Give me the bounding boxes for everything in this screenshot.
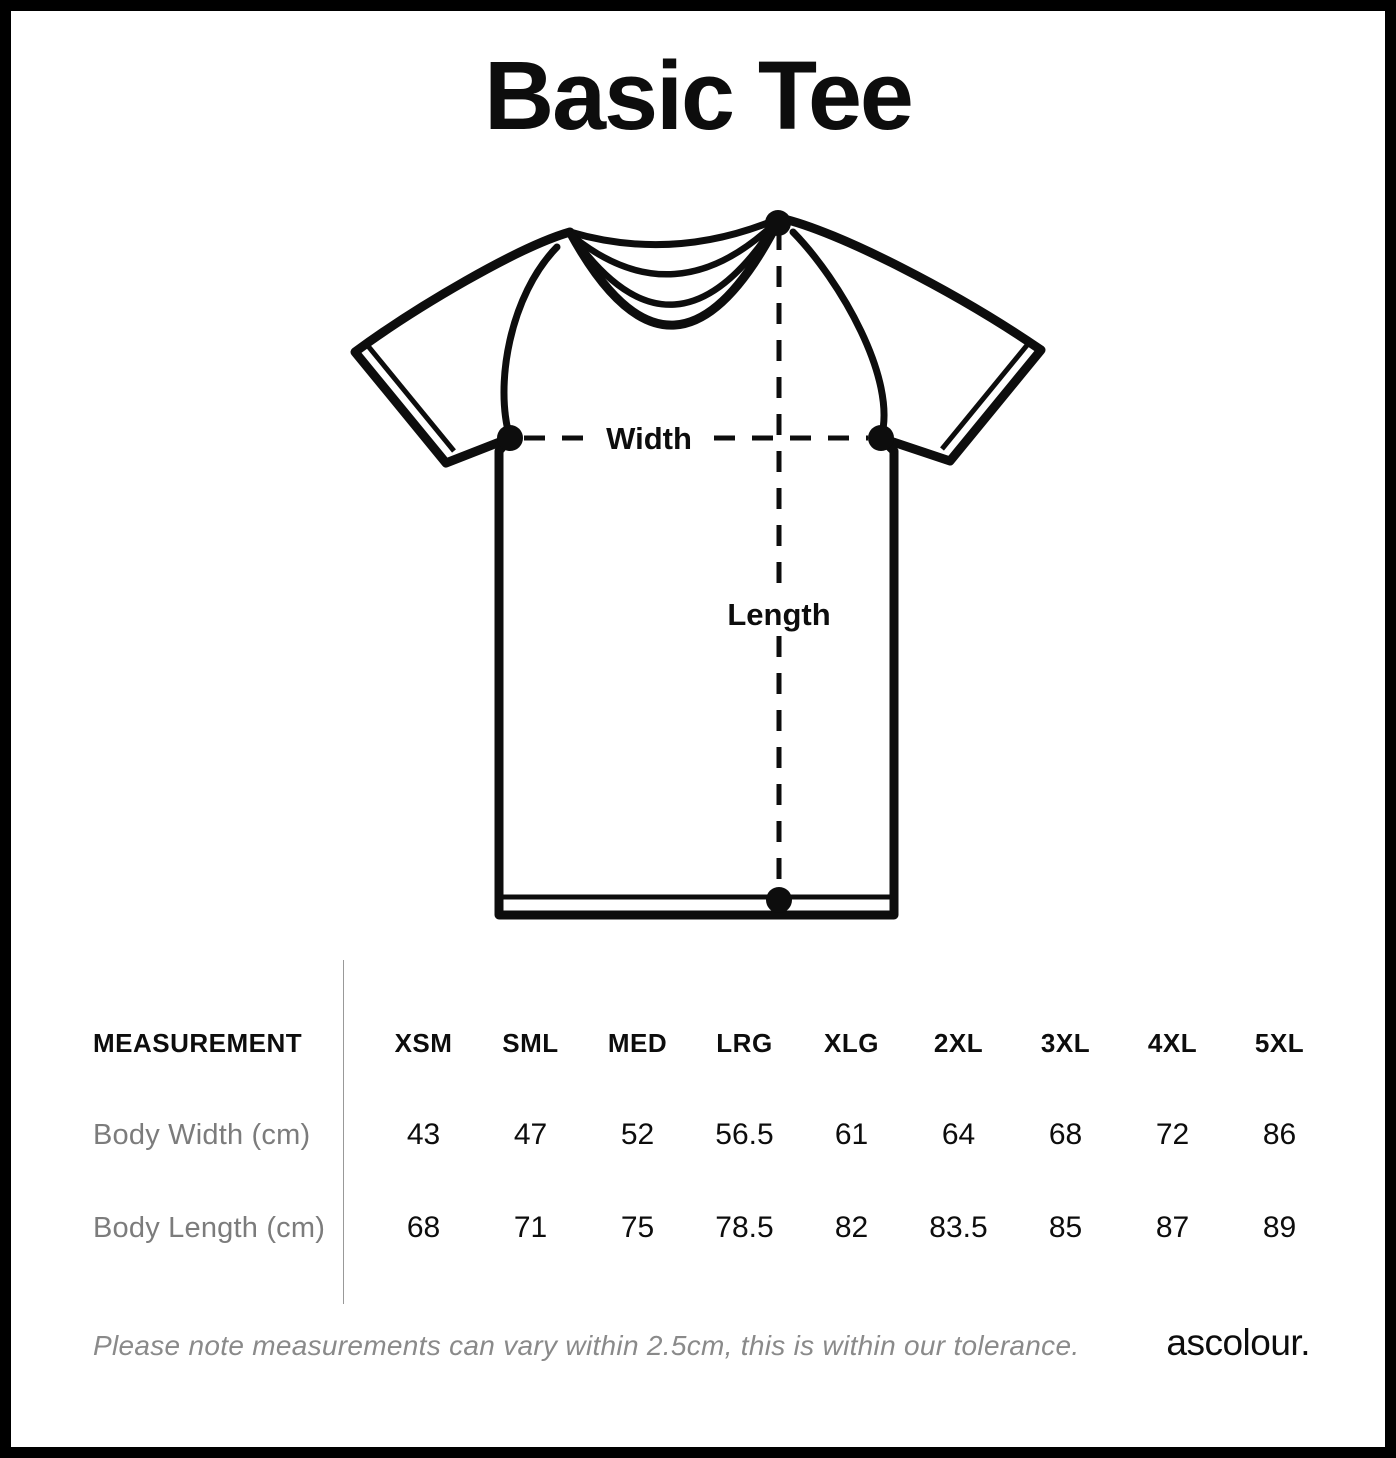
tshirt-diagram — [338, 185, 1058, 930]
body-width-row — [60, 1111, 1333, 1159]
body-width-value-lrg: 56.5 — [715, 1118, 774, 1151]
page-title: Basic Tee — [484, 41, 912, 150]
size-header-xlg: XLG — [824, 1027, 879, 1058]
ascolour-logo: ascolour. — [1166, 1322, 1310, 1363]
body-length-value-sml: 71 — [513, 1211, 548, 1244]
body-length-row — [60, 1204, 1333, 1252]
body-length-value-5xl: 89 — [1262, 1211, 1297, 1244]
body-width-row-label: Body Width (cm) — [93, 1118, 311, 1151]
body-length-value-3xl: 85 — [1048, 1211, 1083, 1244]
body-width-value-sml: 47 — [513, 1118, 548, 1151]
bottom-hem-dot — [766, 887, 792, 913]
body-length-value-med: 75 — [620, 1211, 655, 1244]
body-width-value-med: 52 — [620, 1118, 655, 1151]
size-header-4xl: 4XL — [1147, 1027, 1198, 1058]
size-header-xsm: XSM — [394, 1027, 453, 1058]
body-width-value-4xl: 72 — [1155, 1118, 1190, 1151]
body-width-value-5xl: 86 — [1262, 1118, 1297, 1151]
body-length-row-label: Body Length (cm) — [93, 1211, 326, 1244]
neck-point-dot — [765, 210, 791, 236]
collar-back-neck-line — [570, 218, 780, 245]
body-width-value-2xl: 64 — [941, 1118, 976, 1151]
body-length-value-2xl: 83.5 — [929, 1211, 988, 1244]
size-header-lrg: LRG — [716, 1027, 773, 1058]
body-length-value-lrg: 78.5 — [715, 1211, 774, 1244]
body-width-value-xsm: 43 — [406, 1118, 441, 1151]
left-armpit-dot — [497, 425, 523, 451]
footer — [93, 1322, 1310, 1364]
size-header-2xl: 2XL — [933, 1027, 984, 1058]
body-length-value-xsm: 68 — [406, 1211, 441, 1244]
right-armpit-dot — [868, 425, 894, 451]
tolerance-note: Please note measurements can vary within 2.5cm, this is within our tolerance. — [93, 1330, 1080, 1361]
body-length-value-xlg: 82 — [834, 1211, 869, 1244]
size-header-med: MED — [607, 1027, 668, 1058]
size-header-sml: SML — [502, 1027, 559, 1058]
size-header-3xl: 3XL — [1040, 1027, 1091, 1058]
width-measure-label: Width — [606, 421, 692, 456]
body-width-value-3xl: 68 — [1048, 1118, 1083, 1151]
size-header-5xl: 5XL — [1254, 1027, 1305, 1058]
body-width-value-xlg: 61 — [834, 1118, 869, 1151]
size-table-header-row — [60, 1019, 1333, 1067]
body-length-value-4xl: 87 — [1155, 1211, 1190, 1244]
tshirt-svg — [338, 185, 1058, 930]
measurement-header: MEASUREMENT — [93, 1027, 303, 1058]
tshirt-outline — [355, 218, 1041, 915]
length-measure-label: Length — [727, 597, 831, 632]
